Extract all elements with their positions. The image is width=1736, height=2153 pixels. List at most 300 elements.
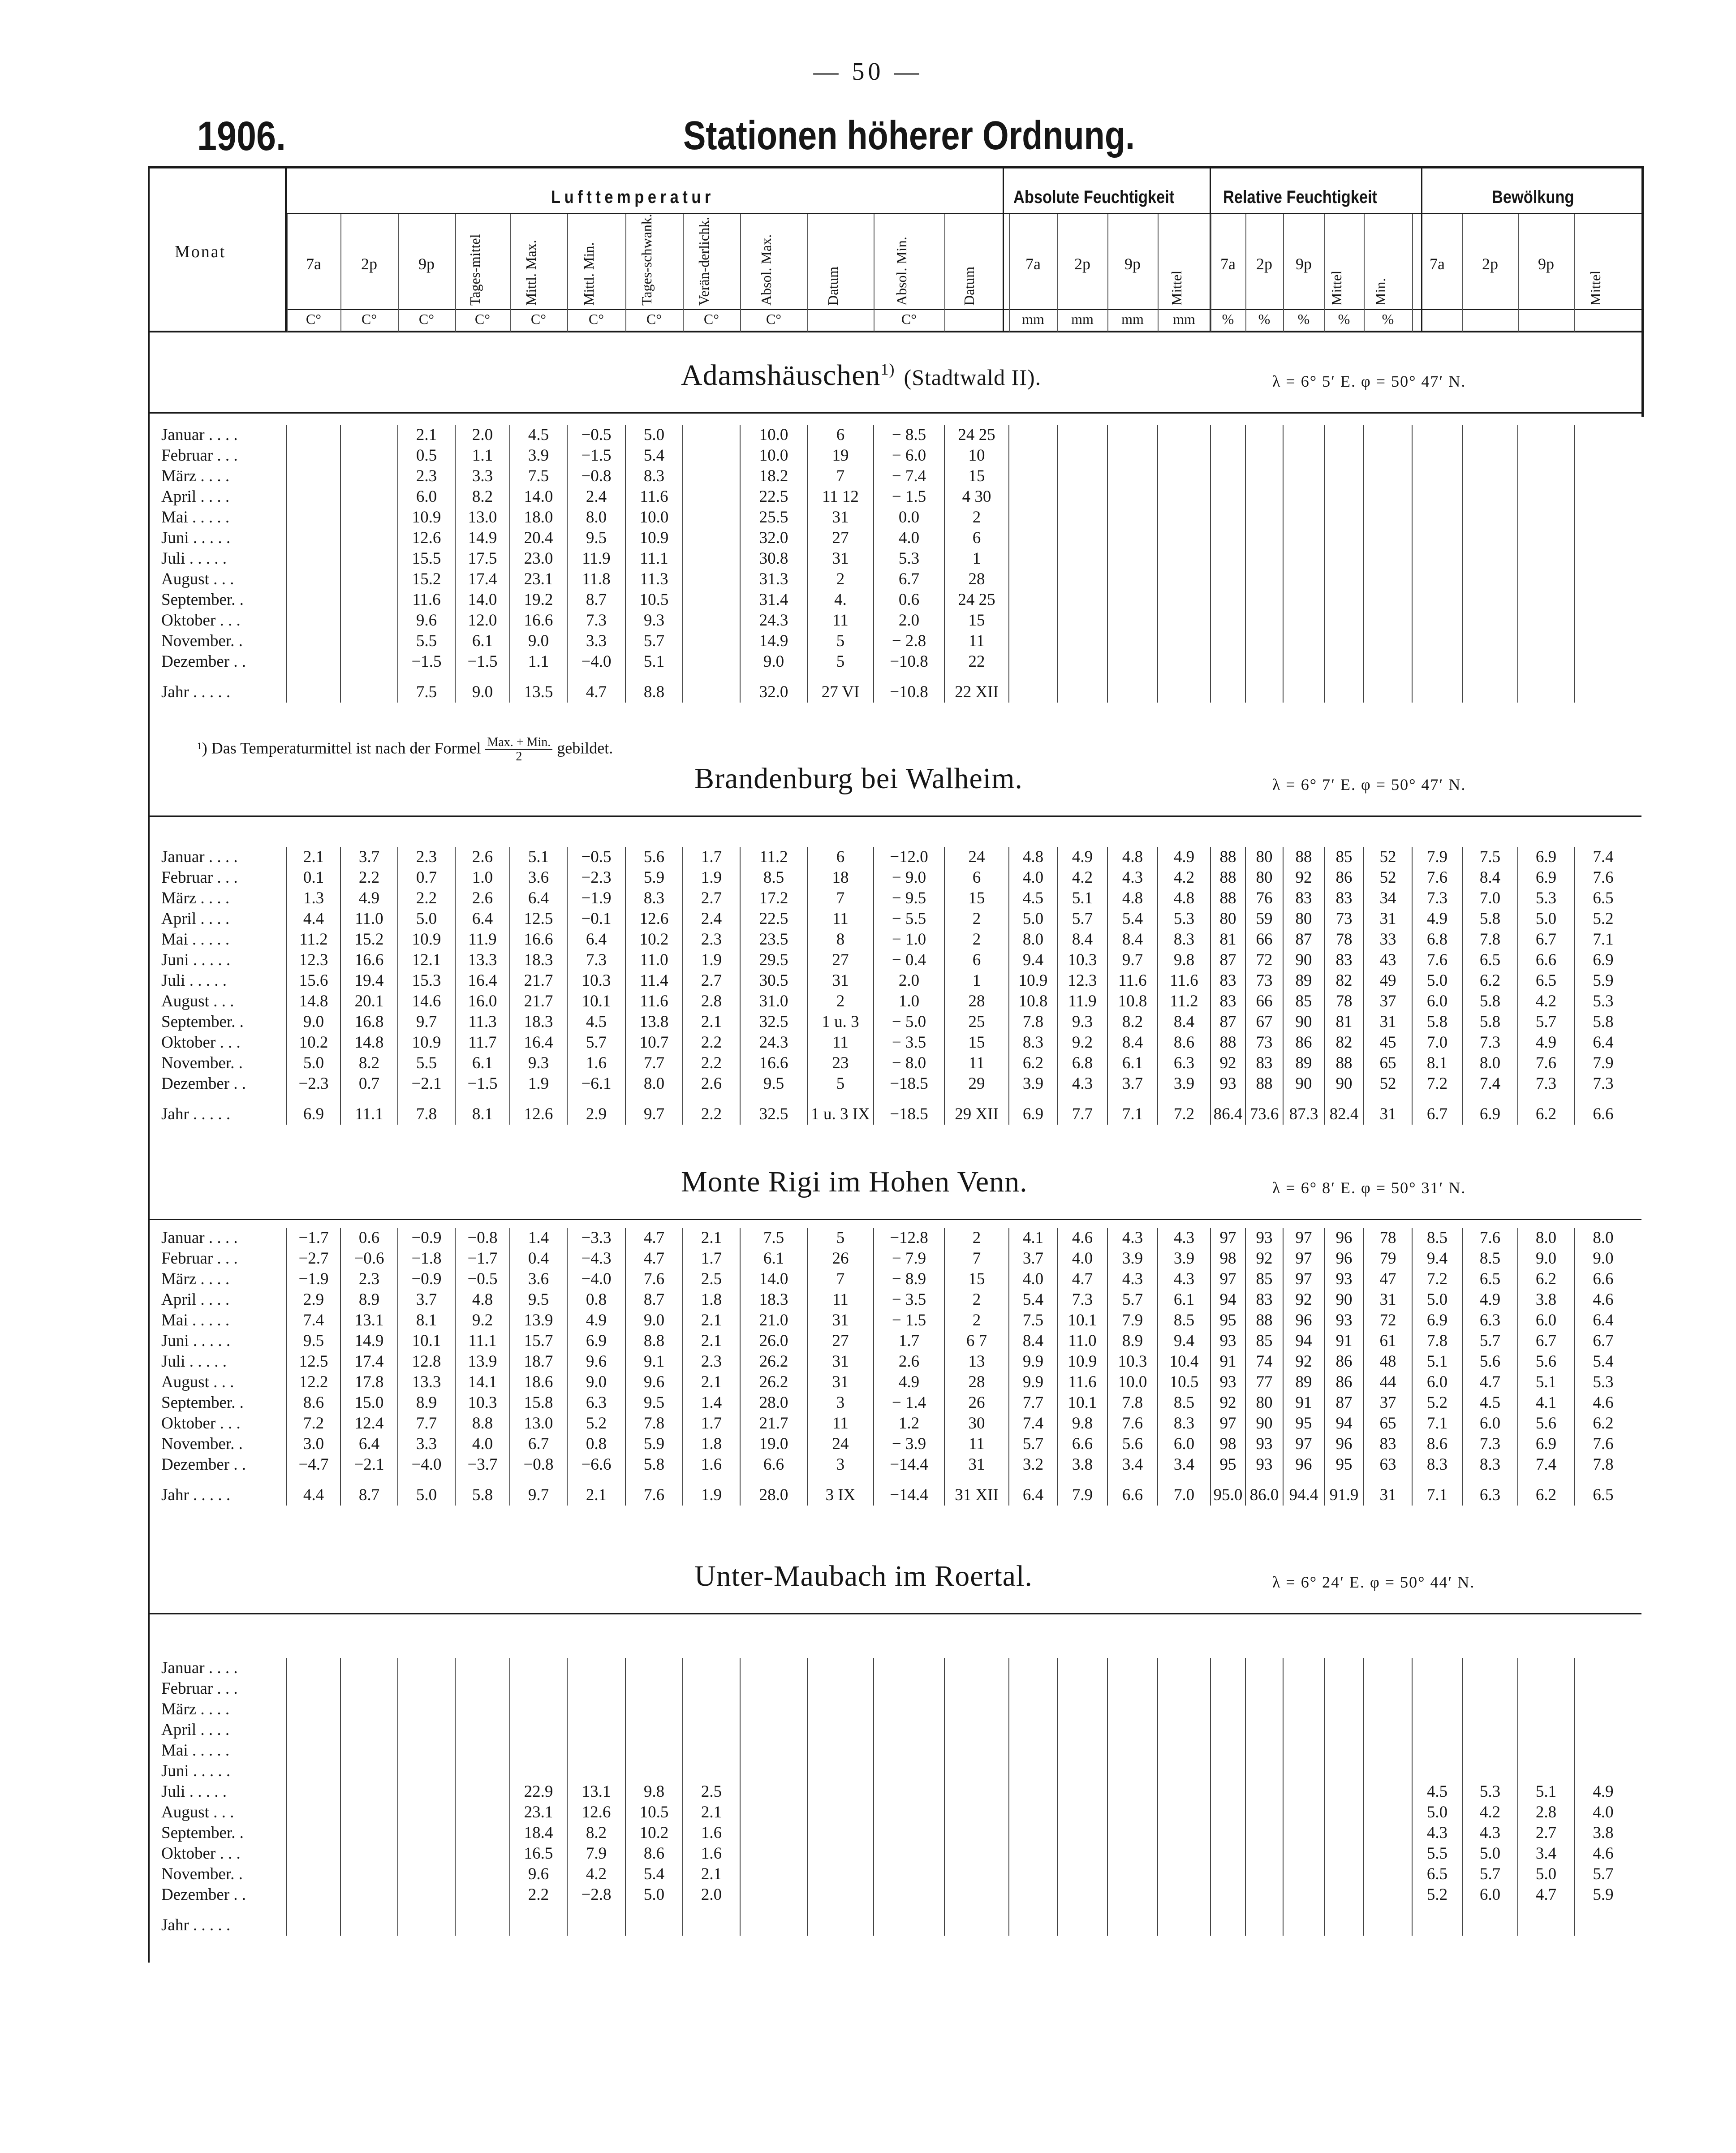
- table-cell: [1245, 1885, 1283, 1905]
- table-cell: [625, 1761, 683, 1782]
- station-table: [152, 1228, 1632, 1506]
- month-label: Juni . . . . .: [161, 529, 231, 547]
- table-cell: [1324, 590, 1364, 610]
- table-cell: 7.8: [1574, 1454, 1632, 1475]
- table-row: [152, 929, 1632, 950]
- column-unit: C°: [306, 311, 322, 327]
- table-cell: 8.7: [625, 1290, 683, 1310]
- table-cell: 80: [1283, 909, 1324, 929]
- column-header: Mittel: [1168, 270, 1185, 306]
- table-cell: [1364, 1761, 1412, 1782]
- table-cell: 7.6: [1412, 867, 1462, 888]
- table-cell: 2: [944, 909, 1009, 929]
- column-rule: [340, 214, 341, 332]
- station-footnote-mark: 1): [880, 360, 895, 378]
- table-cell: 9.4: [1009, 950, 1057, 971]
- table-cell: [1158, 1699, 1210, 1720]
- table-cell: 10: [944, 445, 1009, 466]
- table-cell: [1057, 1658, 1107, 1678]
- table-cell: 4.7: [625, 1248, 683, 1269]
- table-cell: 21.7: [510, 991, 567, 1012]
- table-cell: 7.8: [1009, 1012, 1057, 1032]
- table-cell: 11.3: [455, 1012, 510, 1032]
- table-cell: 90: [1324, 1074, 1364, 1094]
- table-cell: 2.6: [455, 847, 510, 867]
- table-cell: [1283, 1761, 1324, 1782]
- header-group-rule: [287, 213, 1644, 214]
- table-cell: [1462, 652, 1518, 672]
- table-cell: 1.7: [683, 847, 740, 867]
- table-cell: 8.5: [1462, 1248, 1518, 1269]
- table-cell: 6.9: [567, 1331, 625, 1351]
- table-cell: [1107, 1782, 1158, 1802]
- month-label: August . . .: [161, 992, 234, 1010]
- table-cell: 7.2: [1158, 1104, 1210, 1125]
- table-cell: 1.8: [683, 1434, 740, 1454]
- column-header: 9p: [1124, 255, 1141, 273]
- table-cell: [807, 1699, 874, 1720]
- table-cell: [944, 1678, 1009, 1699]
- table-cell: [683, 682, 740, 703]
- table-cell: 1.6: [683, 1823, 740, 1843]
- table-cell: 27 VI: [807, 682, 874, 703]
- table-cell: 7.6: [1574, 867, 1632, 888]
- table-cell: 11: [807, 610, 874, 631]
- table-cell: −3.7: [455, 1454, 510, 1475]
- table-cell: 2: [944, 1290, 1009, 1310]
- table-cell: −0.9: [398, 1228, 455, 1248]
- table-cell: [1574, 466, 1632, 487]
- table-cell: 43: [1364, 950, 1412, 971]
- table-cell: [1324, 1885, 1364, 1905]
- month-label: August . . .: [161, 1803, 234, 1821]
- table-cell: −14.4: [874, 1485, 944, 1506]
- table-cell: [1574, 425, 1632, 445]
- table-cell: [874, 1761, 944, 1782]
- table-cell: 92: [1245, 1248, 1283, 1269]
- table-cell: 7.8: [625, 1413, 683, 1434]
- table-cell: 10.9: [1009, 971, 1057, 991]
- table-cell: [944, 1885, 1009, 1905]
- table-cell: 7.6: [1518, 1053, 1574, 1074]
- table-cell: 83: [1245, 1053, 1283, 1074]
- table-cell: 88: [1210, 867, 1245, 888]
- table-cell: [567, 1740, 625, 1761]
- table-cell: 31: [1364, 1290, 1412, 1310]
- table-cell: −2.8: [567, 1885, 625, 1905]
- table-row: [152, 1740, 1632, 1761]
- table-cell: 3 IX: [807, 1485, 874, 1506]
- table-cell: 6: [944, 950, 1009, 971]
- table-cell: 2.1: [683, 1372, 740, 1393]
- table-cell: 88: [1324, 1053, 1364, 1074]
- table-cell: −12.8: [874, 1228, 944, 1248]
- column-header: 7a: [1025, 255, 1041, 273]
- table-cell: 5.8: [625, 1454, 683, 1475]
- table-cell: [567, 1658, 625, 1678]
- table-cell: [1518, 487, 1574, 507]
- table-cell: 22 XII: [944, 682, 1009, 703]
- table-cell: 28.0: [740, 1393, 807, 1413]
- table-cell: [398, 1843, 455, 1864]
- table-cell: [1245, 1740, 1283, 1761]
- table-cell: − 6.0: [874, 445, 944, 466]
- table-cell: 10.8: [1009, 991, 1057, 1012]
- table-cell: 13.0: [510, 1413, 567, 1434]
- table-cell: 73.6: [1245, 1104, 1283, 1125]
- table-cell: [683, 1699, 740, 1720]
- table-cell: [1324, 425, 1364, 445]
- table-cell: [944, 1782, 1009, 1802]
- table-cell: [340, 1823, 398, 1843]
- frame-top-rule: [148, 166, 1644, 168]
- table-cell: 9.6: [398, 610, 455, 631]
- table-cell: 9.0: [567, 1372, 625, 1393]
- month-label: Jahr . . . . .: [161, 1486, 231, 1504]
- table-cell: − 1.0: [874, 929, 944, 950]
- month-label: April . . . .: [161, 910, 230, 928]
- table-cell: 27: [807, 950, 874, 971]
- table-cell: [625, 1915, 683, 1936]
- table-cell: 2.2: [340, 867, 398, 888]
- table-cell: 67: [1245, 1012, 1283, 1032]
- table-cell: 27: [807, 528, 874, 548]
- table-cell: [1009, 1678, 1057, 1699]
- table-cell: [510, 1699, 567, 1720]
- table-cell: 88: [1210, 1032, 1245, 1053]
- table-cell: 9.9: [1009, 1351, 1057, 1372]
- table-cell: 16.8: [340, 1012, 398, 1032]
- table-cell: 26: [944, 1393, 1009, 1413]
- table-cell: 10.1: [398, 1331, 455, 1351]
- table-cell: 3.9: [1009, 1074, 1057, 1094]
- table-cell: [1245, 1678, 1283, 1699]
- table-cell: 97: [1210, 1228, 1245, 1248]
- table-cell: 5.4: [625, 445, 683, 466]
- table-cell: 3.3: [398, 1434, 455, 1454]
- column-unit: mm: [1121, 311, 1144, 327]
- table-cell: 11.1: [625, 548, 683, 569]
- table-cell: [1210, 1658, 1245, 1678]
- table-cell: [1057, 425, 1107, 445]
- station-name-text: Unter-Maubach im Roertal.: [694, 1560, 1033, 1592]
- station-table: [152, 425, 1632, 703]
- table-cell: 3.9: [1107, 1248, 1158, 1269]
- table-cell: [874, 1864, 944, 1885]
- table-cell: 11.2: [1158, 991, 1210, 1012]
- table-cell: 17.4: [340, 1351, 398, 1372]
- table-cell: [1107, 425, 1158, 445]
- table-cell: 12.6: [398, 528, 455, 548]
- table-cell: 1.0: [874, 991, 944, 1012]
- table-cell: [1057, 1720, 1107, 1740]
- table-cell: 9.6: [567, 1351, 625, 1372]
- table-cell: 12.6: [625, 909, 683, 929]
- table-cell: −1.5: [455, 1074, 510, 1094]
- table-cell: [1158, 445, 1210, 466]
- table-cell: 7.0: [1158, 1485, 1210, 1506]
- table-cell: 29.5: [740, 950, 807, 971]
- table-cell: 34: [1364, 888, 1412, 909]
- column-rule: [807, 214, 808, 332]
- table-cell: −1.7: [287, 1228, 340, 1248]
- table-cell: 11: [807, 1032, 874, 1053]
- table-cell: [1245, 445, 1283, 466]
- table-cell: 3.9: [1158, 1248, 1210, 1269]
- table-cell: [510, 1678, 567, 1699]
- table-cell: 83: [1324, 950, 1364, 971]
- table-cell: 83: [1283, 888, 1324, 909]
- table-cell: 10.9: [1057, 1351, 1107, 1372]
- table-cell: 2.5: [683, 1782, 740, 1802]
- table-cell: [340, 652, 398, 672]
- group-divider-3: [1421, 168, 1422, 332]
- table-cell: [1324, 1823, 1364, 1843]
- month-label: Jahr . . . . .: [161, 1916, 231, 1934]
- column-rule: [683, 214, 684, 332]
- table-cell: [455, 1782, 510, 1802]
- table-cell: 8.4: [1057, 929, 1107, 950]
- table-row: [152, 1885, 1632, 1905]
- table-cell: 6.9: [287, 1104, 340, 1125]
- table-cell: [740, 1802, 807, 1823]
- table-cell: 5.1: [1057, 888, 1107, 909]
- table-cell: 4.4: [287, 909, 340, 929]
- table-cell: 7.2: [1412, 1269, 1462, 1290]
- table-cell: 4.8: [1107, 847, 1158, 867]
- table-cell: −12.0: [874, 847, 944, 867]
- table-cell: 8: [807, 929, 874, 950]
- table-cell: 2.0: [683, 1885, 740, 1905]
- table-cell: 13.8: [625, 1012, 683, 1032]
- table-cell: 2.8: [683, 991, 740, 1012]
- table-cell: [944, 1658, 1009, 1678]
- table-cell: [455, 1823, 510, 1843]
- table-cell: 92: [1210, 1053, 1245, 1074]
- table-cell: 6.0: [1462, 1885, 1518, 1905]
- table-cell: 5.8: [1462, 991, 1518, 1012]
- table-cell: 11.1: [340, 1104, 398, 1125]
- table-cell: −18.5: [874, 1104, 944, 1125]
- table-cell: 94: [1210, 1290, 1245, 1310]
- table-cell: [1462, 507, 1518, 528]
- table-cell: 7.8: [398, 1104, 455, 1125]
- table-cell: 92: [1283, 1290, 1324, 1310]
- table-cell: 6.1: [455, 1053, 510, 1074]
- table-cell: 63: [1364, 1454, 1412, 1475]
- table-cell: [1107, 487, 1158, 507]
- table-cell: 83: [1245, 1290, 1283, 1310]
- table-cell: 9.9: [1009, 1372, 1057, 1393]
- month-label: Januar . . . .: [161, 1229, 238, 1247]
- table-cell: 11.8: [567, 569, 625, 590]
- table-cell: [740, 1740, 807, 1761]
- station-rule: [150, 1219, 1641, 1220]
- table-cell: [1158, 1864, 1210, 1885]
- table-cell: 14.9: [340, 1331, 398, 1351]
- column-header: 7a: [306, 255, 321, 273]
- table-cell: [398, 1699, 455, 1720]
- table-cell: [1462, 1761, 1518, 1782]
- table-cell: [1574, 1658, 1632, 1678]
- table-cell: 8.5: [740, 867, 807, 888]
- table-cell: 93: [1245, 1434, 1283, 1454]
- table-cell: [1412, 487, 1462, 507]
- table-cell: 0.1: [287, 867, 340, 888]
- table-cell: [287, 487, 340, 507]
- table-cell: [340, 610, 398, 631]
- table-cell: 8.8: [625, 1331, 683, 1351]
- table-cell: 3: [807, 1454, 874, 1475]
- table-row: [152, 1310, 1632, 1331]
- table-cell: [740, 1864, 807, 1885]
- table-cell: [1057, 1782, 1107, 1802]
- table-cell: 98: [1210, 1248, 1245, 1269]
- table-cell: 72: [1245, 950, 1283, 971]
- table-cell: 5.9: [625, 1434, 683, 1454]
- station-name-suffix: (Stadtwald II).: [904, 365, 1042, 390]
- table-cell: 7.3: [567, 610, 625, 631]
- table-cell: [340, 466, 398, 487]
- table-cell: [1245, 610, 1283, 631]
- table-cell: 18.6: [510, 1372, 567, 1393]
- table-cell: [1158, 1823, 1210, 1843]
- table-cell: [1574, 652, 1632, 672]
- table-cell: 23.1: [510, 1802, 567, 1823]
- table-cell: 3.3: [567, 631, 625, 652]
- table-cell: 6.0: [1518, 1310, 1574, 1331]
- table-cell: 4.1: [1009, 1228, 1057, 1248]
- station-name: [681, 358, 1041, 393]
- table-cell: 4.3: [1158, 1269, 1210, 1290]
- table-cell: [683, 631, 740, 652]
- table-cell: − 9.5: [874, 888, 944, 909]
- table-cell: 10.2: [287, 1032, 340, 1053]
- table-cell: − 8.0: [874, 1053, 944, 1074]
- column-header: 9p: [1296, 255, 1312, 273]
- table-cell: [1245, 487, 1283, 507]
- table-cell: [1057, 1740, 1107, 1761]
- month-label: März . . . .: [161, 467, 230, 485]
- table-cell: [1462, 487, 1518, 507]
- table-cell: 6.2: [1518, 1485, 1574, 1506]
- table-cell: [1107, 1740, 1158, 1761]
- column-rule: [1364, 214, 1365, 332]
- table-cell: − 3.5: [874, 1290, 944, 1310]
- table-cell: [683, 610, 740, 631]
- table-cell: [1412, 590, 1462, 610]
- table-cell: 1.0: [455, 867, 510, 888]
- table-cell: 14.0: [455, 590, 510, 610]
- station-name: [694, 1559, 1033, 1593]
- table-cell: 10.2: [625, 929, 683, 950]
- table-cell: [683, 445, 740, 466]
- table-cell: [1210, 1699, 1245, 1720]
- table-cell: 6.5: [1518, 971, 1574, 991]
- table-cell: [1462, 425, 1518, 445]
- table-cell: [1324, 507, 1364, 528]
- table-cell: 11.9: [567, 548, 625, 569]
- table-cell: [1009, 652, 1057, 672]
- table-cell: 4.1: [1518, 1393, 1574, 1413]
- table-cell: 21.0: [740, 1310, 807, 1331]
- footnote: [197, 736, 613, 764]
- table-cell: −2.3: [287, 1074, 340, 1094]
- table-cell: 4.9: [874, 1372, 944, 1393]
- table-cell: [287, 682, 340, 703]
- table-cell: [1057, 466, 1107, 487]
- table-cell: 11: [807, 1290, 874, 1310]
- column-rule: [1158, 214, 1159, 332]
- table-cell: − 1.4: [874, 1393, 944, 1413]
- table-cell: [1518, 631, 1574, 652]
- table-cell: [1107, 569, 1158, 590]
- table-cell: 45: [1364, 1032, 1412, 1053]
- table-cell: [683, 487, 740, 507]
- table-cell: [1412, 425, 1462, 445]
- table-cell: −3.3: [567, 1228, 625, 1248]
- table-cell: 8.7: [340, 1485, 398, 1506]
- table-cell: 11.6: [625, 991, 683, 1012]
- table-cell: 4.7: [1518, 1885, 1574, 1905]
- table-cell: 6.9: [1518, 847, 1574, 867]
- table-cell: [1324, 1761, 1364, 1782]
- table-cell: 5.4: [625, 1864, 683, 1885]
- table-cell: [1283, 1885, 1324, 1905]
- table-cell: [1324, 652, 1364, 672]
- table-cell: 6.7: [510, 1434, 567, 1454]
- table-row: [152, 1658, 1632, 1678]
- table-cell: 12.3: [1057, 971, 1107, 991]
- table-cell: 7.1: [1107, 1104, 1158, 1125]
- table-cell: 18: [807, 867, 874, 888]
- table-cell: [1364, 487, 1412, 507]
- table-cell: 1 u. 3 IX: [807, 1104, 874, 1125]
- table-cell: [1158, 682, 1210, 703]
- table-cell: 5.3: [1574, 1372, 1632, 1393]
- column-rule: [1324, 214, 1325, 332]
- table-cell: 2.1: [683, 1864, 740, 1885]
- table-cell: 9.0: [287, 1012, 340, 1032]
- table-cell: 26: [807, 1248, 874, 1269]
- table-cell: 13.3: [455, 950, 510, 971]
- units-rule: [287, 309, 1644, 310]
- table-cell: [340, 548, 398, 569]
- table-cell: [1107, 1915, 1158, 1936]
- table-cell: [340, 445, 398, 466]
- table-cell: 5.0: [1518, 909, 1574, 929]
- table-cell: 2: [807, 569, 874, 590]
- table-cell: [340, 1782, 398, 1802]
- table-cell: [1364, 1915, 1412, 1936]
- table-cell: 73: [1324, 909, 1364, 929]
- table-cell: 26.2: [740, 1351, 807, 1372]
- table-cell: [807, 1720, 874, 1740]
- table-cell: 86.0: [1245, 1485, 1283, 1506]
- table-cell: [1009, 590, 1057, 610]
- table-cell: 7.8: [1107, 1393, 1158, 1413]
- table-cell: [1245, 590, 1283, 610]
- table-cell: 12.6: [567, 1802, 625, 1823]
- header-group-bewoelkung: Bewölkung: [1492, 187, 1574, 207]
- table-cell: [1210, 1885, 1245, 1905]
- formula-numerator: Max. + Min.: [485, 736, 552, 750]
- column-rule: [398, 214, 399, 332]
- table-cell: [287, 610, 340, 631]
- table-cell: [1158, 1885, 1210, 1905]
- table-cell: [1412, 548, 1462, 569]
- table-cell: 5.7: [567, 1032, 625, 1053]
